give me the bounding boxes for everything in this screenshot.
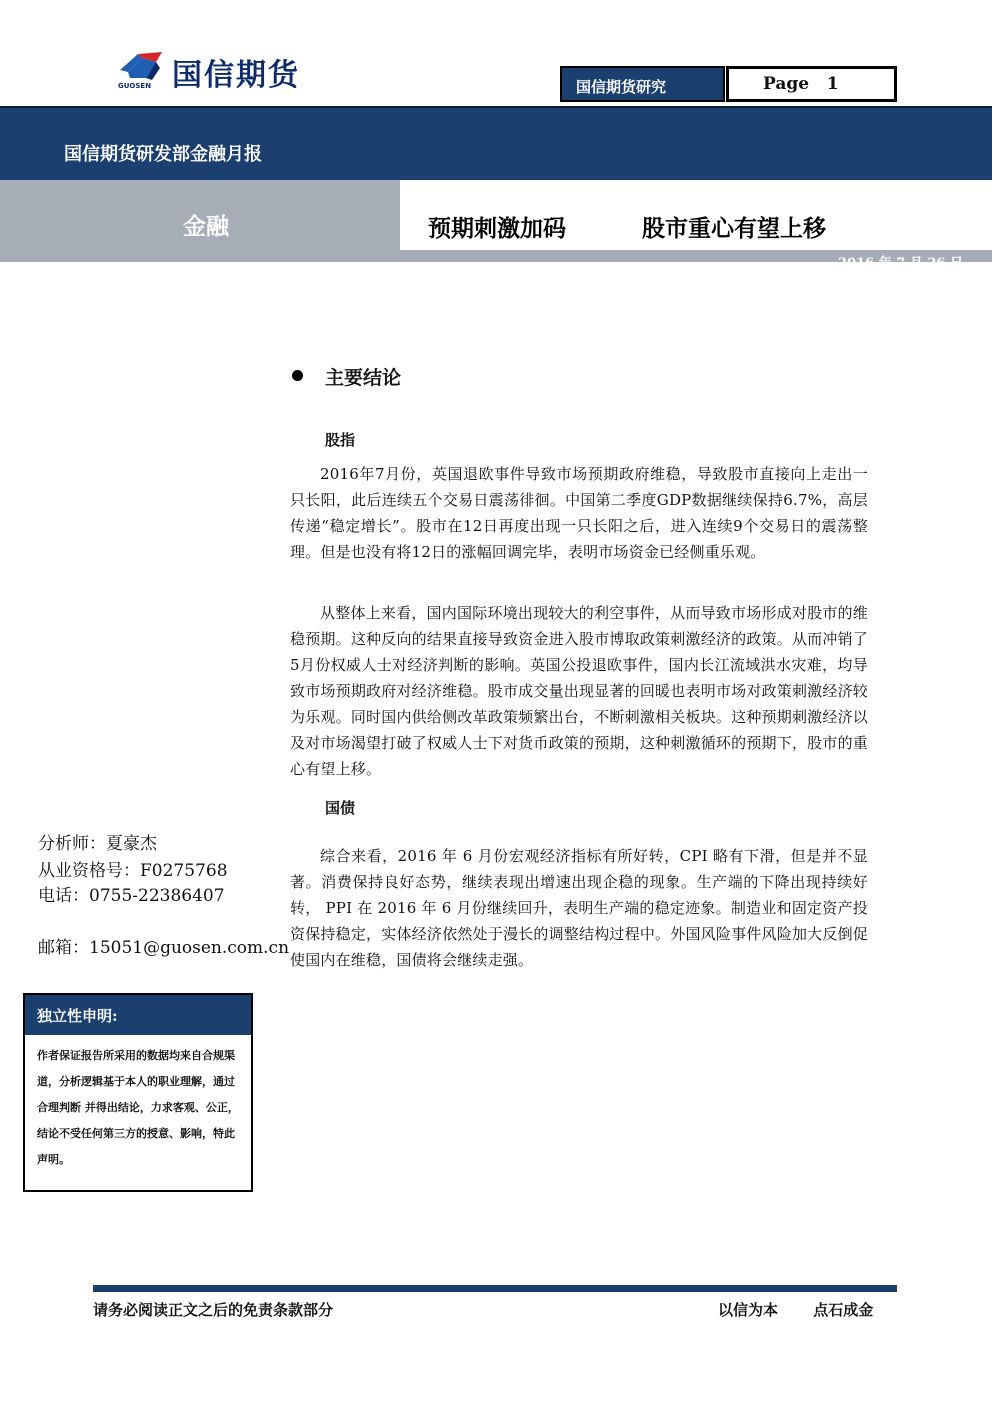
brand-name: 国信期货 <box>172 58 300 93</box>
footer-slogan: 以信为本 点石成金 <box>718 1301 874 1319</box>
title-band <box>0 180 992 271</box>
paragraph-stock-index-2: 从整体上来看，国内国际环境出现较大的利空事件，从而导致市场形成对股市的维稳预期。这种反向的结果直接导致资金进入股市博取政策刺激经济的政策。从而冲销了5月份权威人士对经济判断的影响。英国公投退欧事件，国内长江流域洪水灾难，均导致市场预期政府对经济维稳。股市成交量出现显著的回暖也表明市场对政策刺激经济较为乐观。同时国内供给侧改革政策频繁出台，不断刺激相关板块。这种预期刺激经济以及对市场渴望打破了权威人士下对货币政策的预期，这种刺激循环的预期下，股市的重心有望上移。 <box>290 604 868 778</box>
page-number: Page 1 <box>763 74 839 94</box>
statement-header <box>25 995 251 1035</box>
bullet-icon <box>292 370 303 381</box>
analyst-email: 邮箱：15051@guosen.com.cn <box>38 938 290 958</box>
footer-rule <box>93 1285 897 1292</box>
subheading-stock-index: 股指 <box>325 431 356 449</box>
title-box <box>400 180 992 250</box>
brand-sub: GUOSEN <box>118 82 152 90</box>
independence-statement-box <box>23 993 253 1192</box>
paragraph-treasury-bonds: 综合来看，2016 年 6 月份宏观经济指标有所好转，CPI 略有下滑，但是并不显著。消费保持良好态势，继续表现出增速出现企稳的现象。生产端的下降出现持续好转， PPI 在 2016 年 6 月份继续回升，表明生产端的稳定迹象。制造业和固定资产投资保持稳定，实体经济依然处于漫长的调整结构过程中。外国风险事件风险加大反倒促使国内在维稳，国债将会继续走强。 <box>290 847 868 969</box>
analyst-certificate: 从业资格号：F0275768 <box>38 861 228 881</box>
paragraph-stock-index-1: 2016年7月份，英国退欧事件导致市场预期政府维稳，导致股市直接向上走出一只长阳，此后连续五个交易日震荡徘徊。中国第二季度GDP数据继续保持6.7%，高层传递“稳定增长”。股市在12日再度出现一只长阳之后，进入连续9个交易日的震荡整理。但是也没有将12日的涨幅回调完毕，表明市场资金已经侧重乐观。 <box>290 465 868 561</box>
report-banner <box>0 106 992 180</box>
page-number-box <box>726 66 897 102</box>
report-series-title: 国信期货研发部金融月报 <box>64 144 262 165</box>
report-date: 2016 年 7 月 26 日 <box>838 256 963 271</box>
report-title-part1: 预期刺激加码 <box>428 215 566 242</box>
research-label: 国信期货研究 <box>576 78 667 96</box>
section-heading: 主要结论 <box>325 367 402 389</box>
footer-disclaimer-note: 请务必阅读正文之后的免责条款部分 <box>93 1301 334 1319</box>
brand-logo <box>116 48 346 94</box>
research-label-box <box>560 66 725 102</box>
analyst-phone: 电话：0755-22386407 <box>38 886 225 906</box>
statement-title: 独立性申明: <box>37 1007 118 1025</box>
subheading-treasury-bonds: 国债 <box>325 799 356 817</box>
analyst-name: 分析师：夏豪杰 <box>38 834 157 854</box>
statement-body: 作者保证报告所采用的数据均来自合规渠道，分析逻辑基于本人的职业理解，通过合理判断 并得出结论，力求客观、公正，结论不受任何第三方的授意、影响，特此声明。 <box>37 1049 239 1166</box>
report-category: 金融 <box>183 213 229 240</box>
report-title-part2: 股市重心有望上移 <box>642 215 826 242</box>
